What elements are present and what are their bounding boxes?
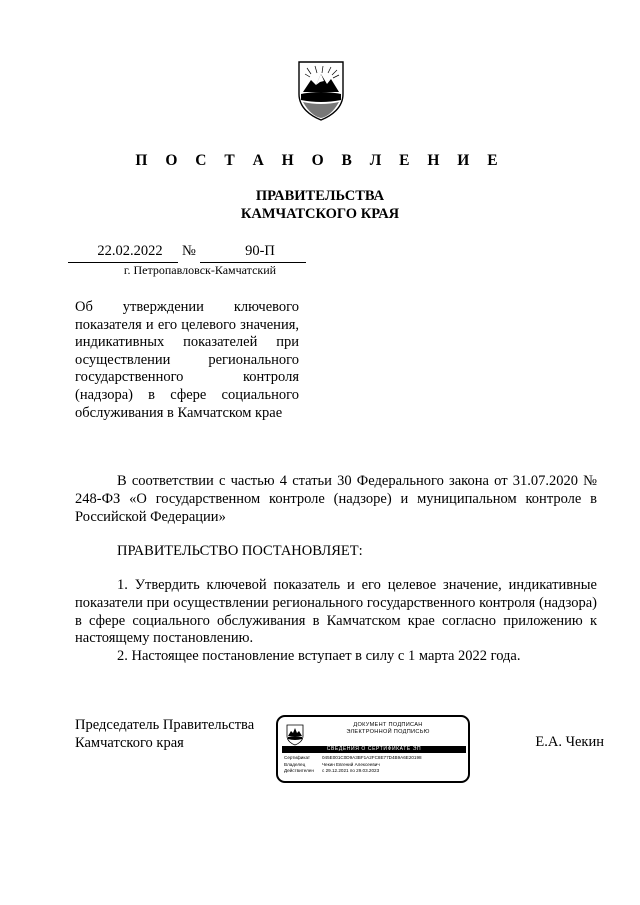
resolution-heading: ПРАВИТЕЛЬСТВО ПОСТАНОВЛЯЕТ: [117, 543, 363, 559]
document-type: П О С Т А Н О В Л Е Н И Е [135, 152, 505, 169]
document-city: г. Петропавловск-Камчатский [123, 263, 277, 277]
stamp-certificate-bar: СВЕДЕНИЯ О СЕРТИФИКАТЕ ЭП [282, 746, 466, 753]
electronic-signature-stamp [276, 715, 470, 783]
preamble-paragraph: В соответствии с частью 4 статьи 30 Федерального закона от 31.07.2020 № 248-ФЗ «О государственном контроле (надзоре) и муниципальном контроле в Российской Федерации» [75, 473, 597, 525]
stamp-row-key: Владелец [284, 761, 306, 767]
stamp-row-validity [284, 768, 466, 774]
stamp-row-value: с 29.12.2021 по 29.03.2023 [322, 768, 380, 773]
document-date: 22.02.2022 [97, 243, 163, 259]
number-sign: № [182, 243, 196, 259]
stamp-row-value: Чекин Евгений Алексеевич [322, 761, 380, 767]
clause-1: 1. Утвердить ключевой показатель и его целевое значение, индикативные показатели при осуществлении регионального государственного контроля (надзора) в сфере социального обслуживания в Камчатском крае согласно приложению к настоящему постановлению. [75, 577, 597, 647]
stamp-row-certificate [284, 755, 466, 761]
clause-2: 2. Настоящее постановление вступает в силу с 1 марта 2022 года. [117, 648, 521, 664]
signatory-name: Е.А. Чекин [535, 734, 604, 750]
stamp-row-value: 045E001C0D9A3BF1A2FC8E77D4B9A6E20198 [322, 755, 422, 760]
issuer-line-2: КАМЧАТСКОГО КРАЯ [240, 206, 400, 222]
stamp-heading [308, 722, 468, 735]
document-number: 90-П [245, 243, 275, 259]
coat-of-arms-icon [297, 60, 345, 122]
stamp-row-key: Сертификат [284, 755, 311, 760]
signatory-title-line-1: Председатель Правительства [75, 717, 255, 733]
stamp-row-owner [284, 762, 466, 768]
signatory-title [75, 716, 275, 752]
document-title: Об утверждении ключевого показателя и его целевого значения, индикативных показателей при осуществлении регионального государственного контроля (надзора) в сфере социального обслуживания в Камчатском крае [75, 299, 299, 421]
signatory-title-line-2: Камчатского края [75, 735, 184, 751]
issuer-line-1: ПРАВИТЕЛЬСТВА [255, 188, 385, 204]
stamp-heading-line-2: ЭЛЕКТРОННОЙ ПОДПИСЬЮ [346, 728, 430, 735]
stamp-emblem-icon [286, 724, 304, 746]
stamp-heading-line-1: ДОКУМЕНТ ПОДПИСАН [353, 722, 423, 728]
stamp-row-key: Действителен [284, 768, 314, 773]
